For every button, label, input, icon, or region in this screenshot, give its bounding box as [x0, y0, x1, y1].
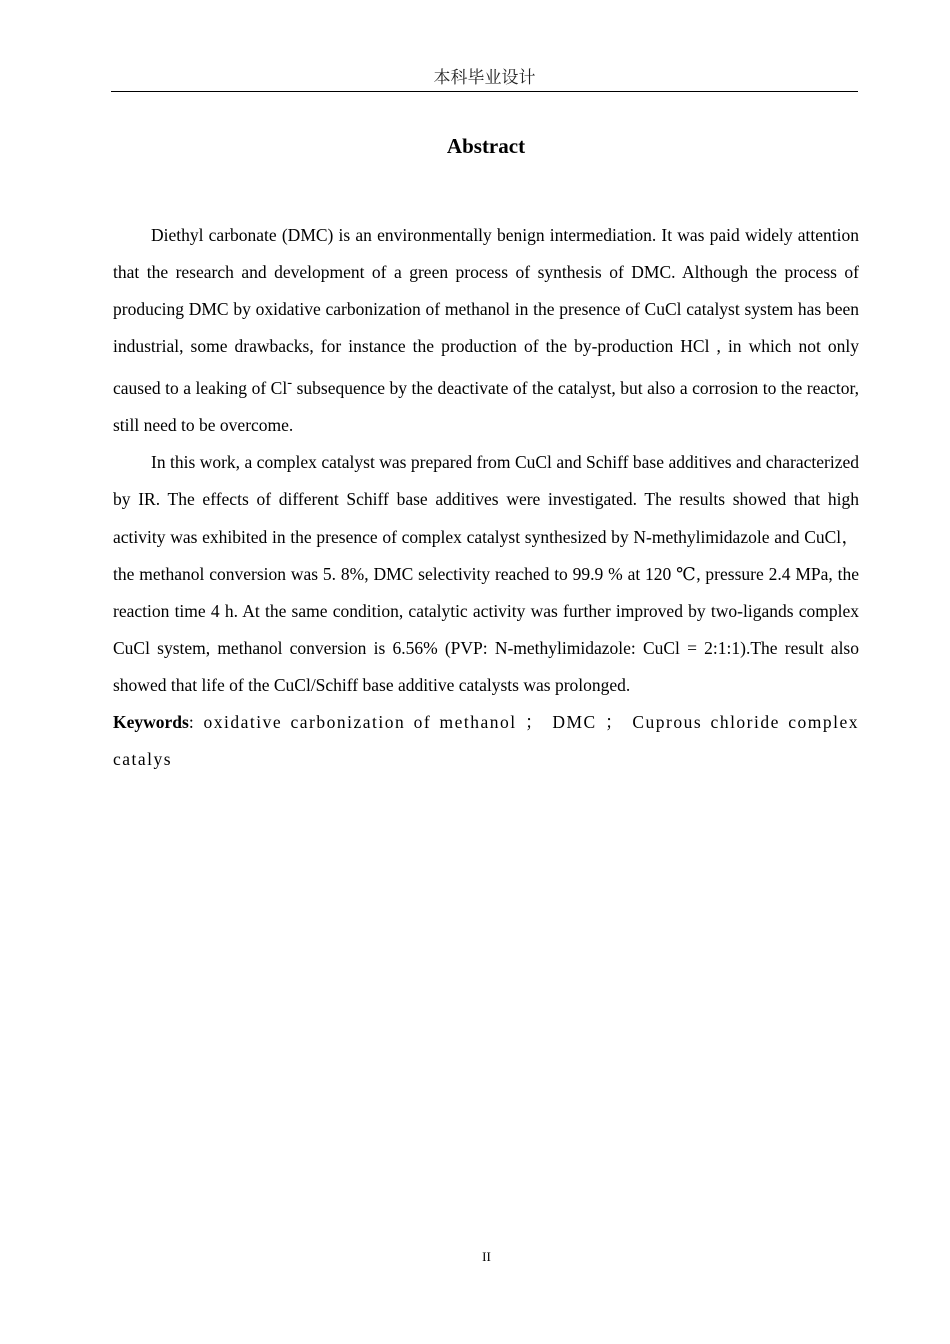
paragraph-1-text-end: subsequence by the deactivate of the catalyst, but also a corrosion to the reactor, still need to be overcome. — [113, 378, 859, 436]
page-number: II — [482, 1249, 491, 1264]
abstract-paragraph-2: In this work, a complex catalyst was prepared from CuCl and Schiff base additives and characterized by IR. The effects of different Schiff base additives were investigated. The results showed that high activity was exhibited in the presence of complex catalyst synthesized by N-methylimidazole and CuCl， the methanol conversion was 5. 8%, DMC selectivity reached to 99.9 % at 120 ℃, pressure 2.4 MPa, the reaction time 4 h. At the same condition, catalytic activity was further improved by two-ligands complex CuCl system, methanol conversion is 6.56% (PVP: N-methylimidazole: CuCl = 2:1:1).The result also showed that life of the CuCl/Schiff base additive catalysts was prolonged. — [113, 452, 859, 695]
abstract-paragraph-1 — [113, 217, 859, 444]
keywords-label: Keywords — [113, 712, 189, 733]
page-header: 本科毕业设计 — [433, 68, 536, 88]
chloride-superscript: - — [287, 375, 293, 392]
paragraph-1-text: Diethyl carbonate (DMC) is an environmentally benign intermediation. It was paid widely attention that the research and development of a green process of synthesis of DMC. Although the process of producing DMC by oxidative carbonization of methanol in the presence of CuCl catalyst system has been industrial, some drawbacks, for instance the production of the by-production HCl , in which not only caused to a leaking of Cl — [113, 225, 859, 399]
header-divider — [111, 91, 858, 92]
keywords-line — [113, 704, 859, 778]
abstract-body — [113, 217, 859, 778]
abstract-heading: Abstract — [446, 134, 526, 158]
keywords-text: : oxidative carbonization of methanol ； DMC ； Cuprous chloride complex catalys — [113, 712, 859, 770]
